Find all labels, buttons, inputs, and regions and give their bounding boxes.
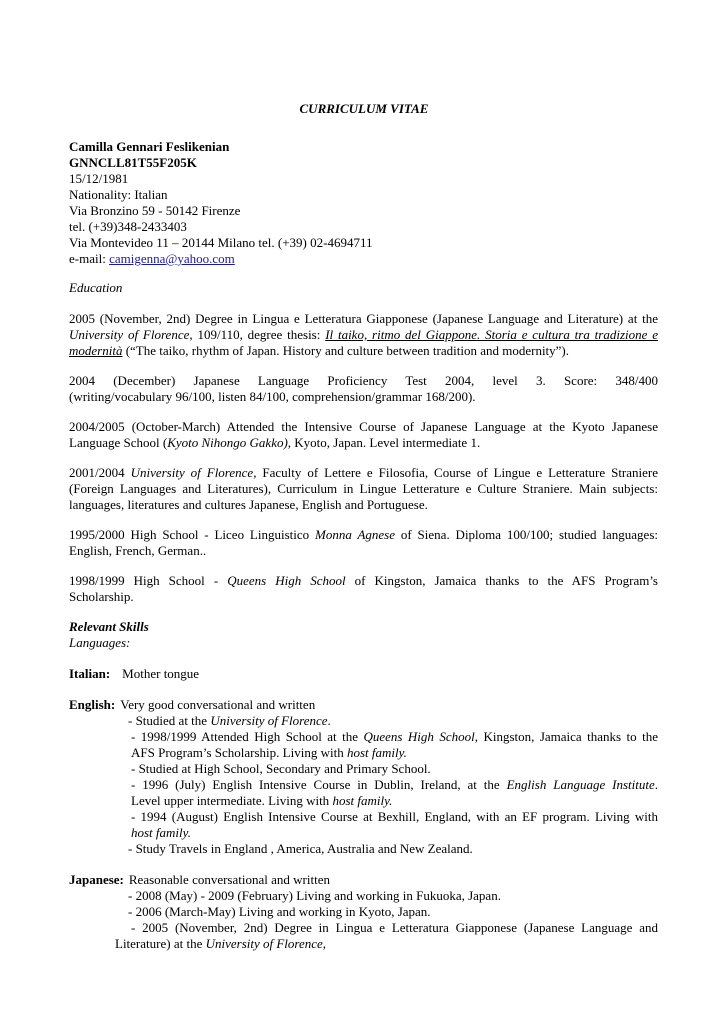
english-item-4b: Level upper intermediate. Living with host family. (131, 793, 393, 808)
english-item-5: - 1994 (August) English Intensive Course at Bexhill, England, with an EF program. Living with (131, 809, 658, 824)
telephone: tel. (+39)348-2433403 (69, 219, 187, 234)
address-florence: Via Bronzino 59 - 50142 Firenze (69, 203, 241, 218)
edu-liceo-line2: English, French, German.. (69, 543, 207, 558)
edu-degree-line1: 2005 (November, 2nd) Degree in Lingua e Letteratura Giapponese (Japanese Language and Literature) at the (69, 311, 658, 326)
education-heading: Education (69, 280, 123, 295)
email-label: e-mail: (69, 251, 110, 266)
page-title: CURRICULUM VITAE (299, 101, 429, 116)
fiscal-code: GNNCLL81T55F205K (69, 155, 197, 170)
english-item-6: - Study Travels in England , America, Australia and New Zealand. (128, 841, 473, 856)
skills-heading: Relevant Skills (69, 619, 149, 634)
birth-date: 15/12/1981 (69, 171, 129, 186)
edu-university-line2: (Foreign Languages and Literatures), Curriculum in Lingue Letterature e Culture Straniere. Main subjects: (69, 481, 658, 496)
japanese-line: Japanese: Reasonable conversational and written (69, 872, 330, 887)
japanese-item-2: - 2006 (March-May) Living and working in Kyoto, Japan. (128, 904, 431, 919)
italian-line: Italian: Mother tongue (69, 666, 200, 681)
japanese-item-3b: Literature) at the University of Florence, (115, 936, 327, 951)
edu-kyoto-line2: Language School (Kyoto Nihongo Gakko), Kyoto, Japan. Level intermediate 1. (69, 435, 481, 450)
edu-jamaica-line1: 1998/1999 High School - Queens High School of Kingston, Jamaica thanks to the AFS Program’s (69, 573, 658, 588)
english-item-2b: AFS Program’s Scholarship. Living with host family. (131, 745, 407, 760)
edu-degree-line2: University of Florence, 109/110, degree thesis: Il taiko, ritmo del Giappone. Storia e cultura tra tradizione e (69, 327, 659, 342)
edu-university-line1: 2001/2004 University of Florence, Faculty of Lettere e Filosofia, Course of Lingue e Letterature Straniere (69, 465, 659, 480)
languages-subheading: Languages: (69, 635, 131, 650)
japanese-item-1: - 2008 (May) - 2009 (February) Living and working in Fukuoka, Japan. (128, 888, 501, 903)
edu-university-line3: languages, literatures and cultures Japanese, English and Portuguese. (69, 497, 428, 512)
address-milan: Via Montevideo 11 – 20144 Milano tel. (+39) 02-4694711 (69, 235, 373, 250)
english-item-2: - 1998/1999 Attended High School at the Queens High School, Kingston, Jamaica thanks to the (131, 729, 659, 744)
japanese-item-3: - 2005 (November, 2nd) Degree in Lingua e Letteratura Giapponese (Japanese Language and (131, 920, 658, 935)
person-name: Camilla Gennari Feslikenian (69, 139, 230, 154)
english-item-3: - Studied at High School, Secondary and Primary School. (131, 761, 431, 776)
nationality: Nationality: Italian (69, 187, 168, 202)
edu-degree-line3: modernità (“The taiko, rhythm of Japan. History and culture between tradition and modernity”). (69, 343, 570, 358)
edu-jlpt-line2: (writing/vocabulary 96/100, listen 84/100, comprehension/grammar 168/200). (69, 389, 476, 404)
edu-liceo-line1: 1995/2000 High School - Liceo Linguistico Monna Agnese of Siena. Diploma 100/100; studied languages: (69, 527, 658, 542)
english-item-5b: host family. (131, 825, 191, 840)
edu-jlpt-line1: 2004 (December) Japanese Language Proficiency Test 2004, level 3. Score: 348/400 (69, 373, 658, 388)
english-line: English: Very good conversational and written (69, 697, 316, 712)
edu-kyoto-line1: 2004/2005 (October-March) Attended the Intensive Course of Japanese Language at the Kyoto Japanese (69, 419, 658, 434)
email-link[interactable]: camigenna@yahoo.com (109, 251, 235, 266)
english-item-4: - 1996 (July) English Intensive Course in Dublin, Ireland, at the English Language Institute. (131, 777, 658, 792)
edu-jamaica-line2: Scholarship. (69, 589, 134, 604)
english-item-1: - Studied at the University of Florence. (128, 713, 331, 728)
email-line (69, 251, 235, 267)
